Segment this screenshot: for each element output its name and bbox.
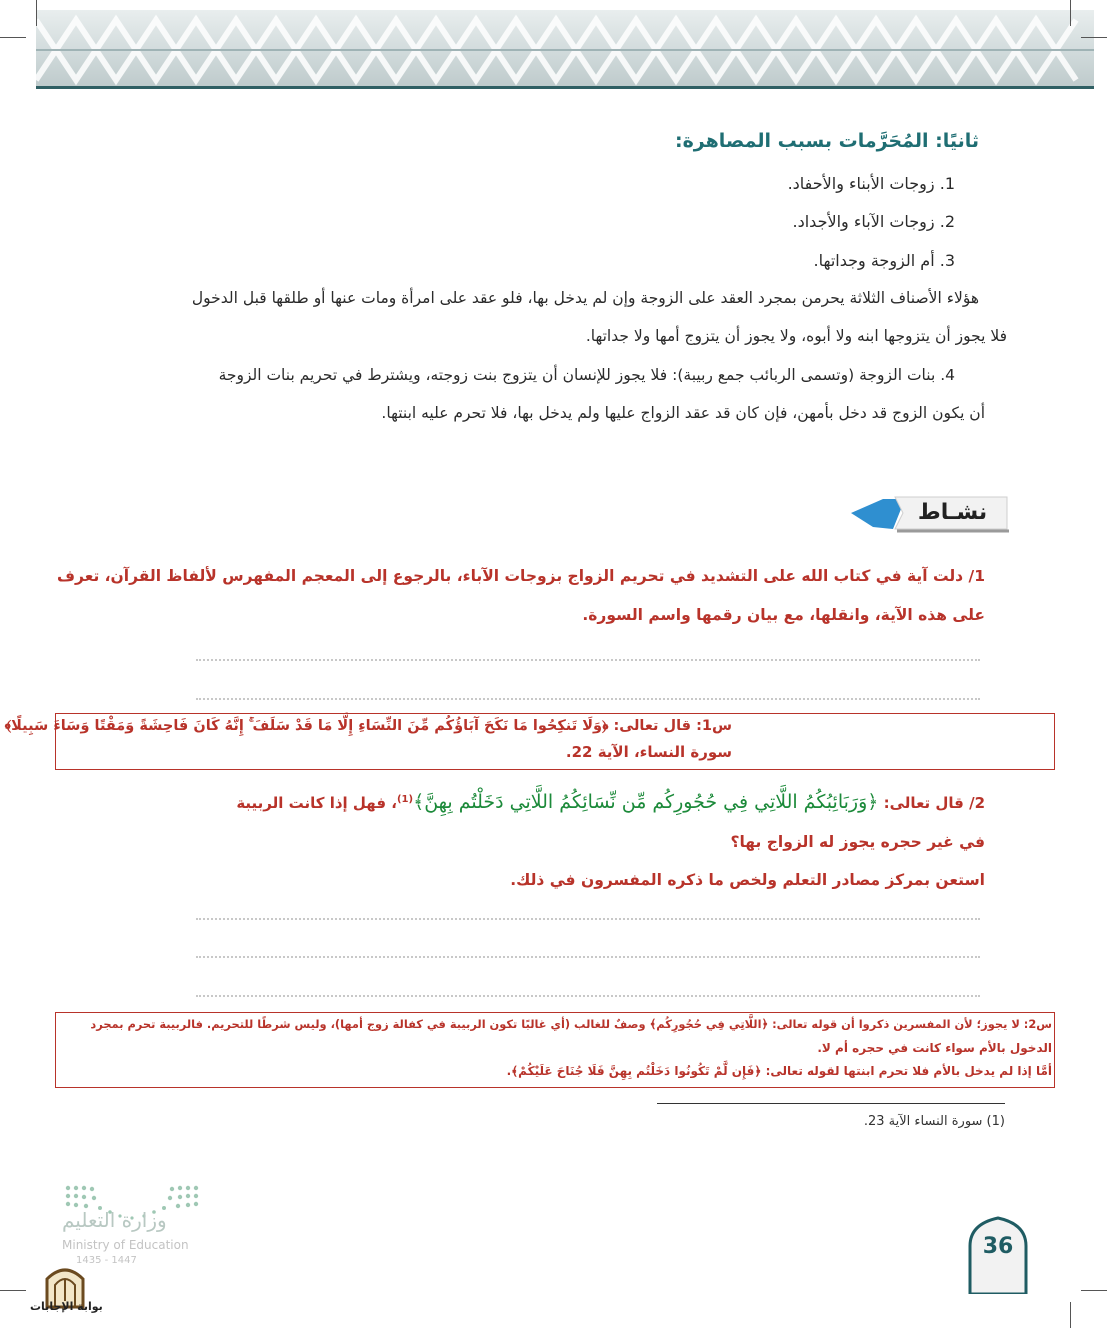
ministry-name-english: Ministry of Education [62,1238,189,1252]
page-number: 36 [982,1234,1014,1259]
answer-box-2 [55,1012,1055,1088]
list-item: 2. زوجات الآباء والأجداد. [792,212,955,231]
crop-mark [0,1290,26,1291]
question-2-line3: استعن بمركز مصادر التعلم ولخص ما ذكره المفسرون في ذلك. [510,871,985,889]
question-1-line1: 1/ دلت آية في كتاب الله على التشديد في تحريم الزواج بزوجات الآباء، بالرجوع إلى المعجم المفهرس لألفاظ القرآن، تعرف [57,567,985,585]
crop-mark [1070,0,1071,26]
crop-mark [1081,37,1107,38]
list-item: 3. أم الزوجة وجداتها. [813,251,955,270]
answer-line [196,698,980,700]
crop-mark [36,0,37,26]
list-item: 1. زوجات الأبناء والأحفاد. [787,174,955,193]
footnote: (1) سورة النساء الآية 23. [863,1114,1005,1129]
answer-line [196,956,980,958]
question-2-line2: في غير حجره يجوز له الزواج بها؟ [730,833,985,851]
ministry-years: 1435 - 1447 [76,1255,137,1266]
site-name: بوابة الإجابات [30,1300,103,1313]
quran-verse: ﴿وَرَبَائِبُكُمُ اللَّاتِي فِي حُجُورِكُم مِّن نِّسَائِكُمُ اللَّاتِي دَخَلْتُم بِهِنَّ﴾ [413,791,879,813]
answer-line [196,995,980,997]
answer-box-1 [4,713,1055,770]
paragraph-line: فلا يجوز أن يتزوجها ابنه ولا أبوه، ولا يجوز أن يتزوج أمها ولا جداتها. [585,327,1007,345]
header-divider [36,86,1094,89]
list-item: 4. بنات الزوجة (وتسمى الربائب جمع ربيبة): فلا يجوز للإنسان أن يتزوج بنت زوجته، ويشترط في تحريم بنات الزوجة [218,366,955,384]
answer-1-reference: سورة النساء، الآية 22. [565,743,732,761]
footnote-divider [657,1103,1005,1104]
answer-2-line3: أمَّا إذا لم يدخل بالأم فلا تحرم ابنتها لقوله تعالى: ﴿فَإِن لَّمْ تَكُونُوا دَخَلْتُم بِهِنَّ فَلَا جُنَاحَ عَلَيْكُمْ﴾. [506,1064,1052,1078]
question-2-suffix: ، فهل إذا كانت الربيبة [236,794,397,812]
crop-mark [1081,1290,1107,1291]
header-banner [36,10,1094,86]
question-2-line1 [236,791,985,813]
crop-mark [0,37,26,38]
answer-1-verse: س1: قال تعالى: ﴿وَلَا تَنكِحُوا مَا نَكَحَ آبَاؤُكُم مِّنَ النِّسَاءِ إِلَّا مَا قَدْ سَلَفَ ۚ إِنَّهُ كَانَ فَاحِشَةً وَمَقْتًا وَسَاءَ سَبِيلًا﴾ [4,718,732,734]
footnote-mark: (1) [396,794,414,805]
answer-2-line2: الدخول بالأم سواء كانت في حجره أم لا. [817,1041,1052,1055]
ministry-name-arabic: وزارة التعليم [62,1208,167,1232]
question-1-line2: على هذه الآية، وانقلها، مع بيان رقمها واسم السورة. [582,606,985,624]
crop-mark [1070,1302,1071,1328]
section-title: ثانيًا: المُحَرَّمات بسبب المصاهرة: [674,130,979,152]
answer-line [196,918,980,920]
activity-label: نشـاط [917,500,988,525]
answer-line [196,659,980,661]
paragraph-line: أن يكون الزوج قد دخل بأمهن، فإن كان قد عقد الزواج عليها ولم يدخل بها، فلا تحرم عليه ابنتها. [381,404,985,422]
paragraph-line: هؤلاء الأصناف الثلاثة يحرمن بمجرد العقد على الزوجة وإن لم يدخل بها، فلو عقد على امرأة ومات عنها أو طلقها قبل الدخول [191,289,979,307]
answer-2-line1: س2: لا يجوز؛ لأن المفسرين ذكروا أن قوله تعالى: ﴿اللَّاتِي فِي حُجُورِكُم﴾ وصفٌ للغالب (أي غالبًا تكون الربيبة في كفالة زوج أمها)، وليس شرطًا للتحريم. فالربيبة تحرم بمجرد [90,1017,1052,1031]
question-2-prefix: 2/ قال تعالى: [878,794,985,812]
